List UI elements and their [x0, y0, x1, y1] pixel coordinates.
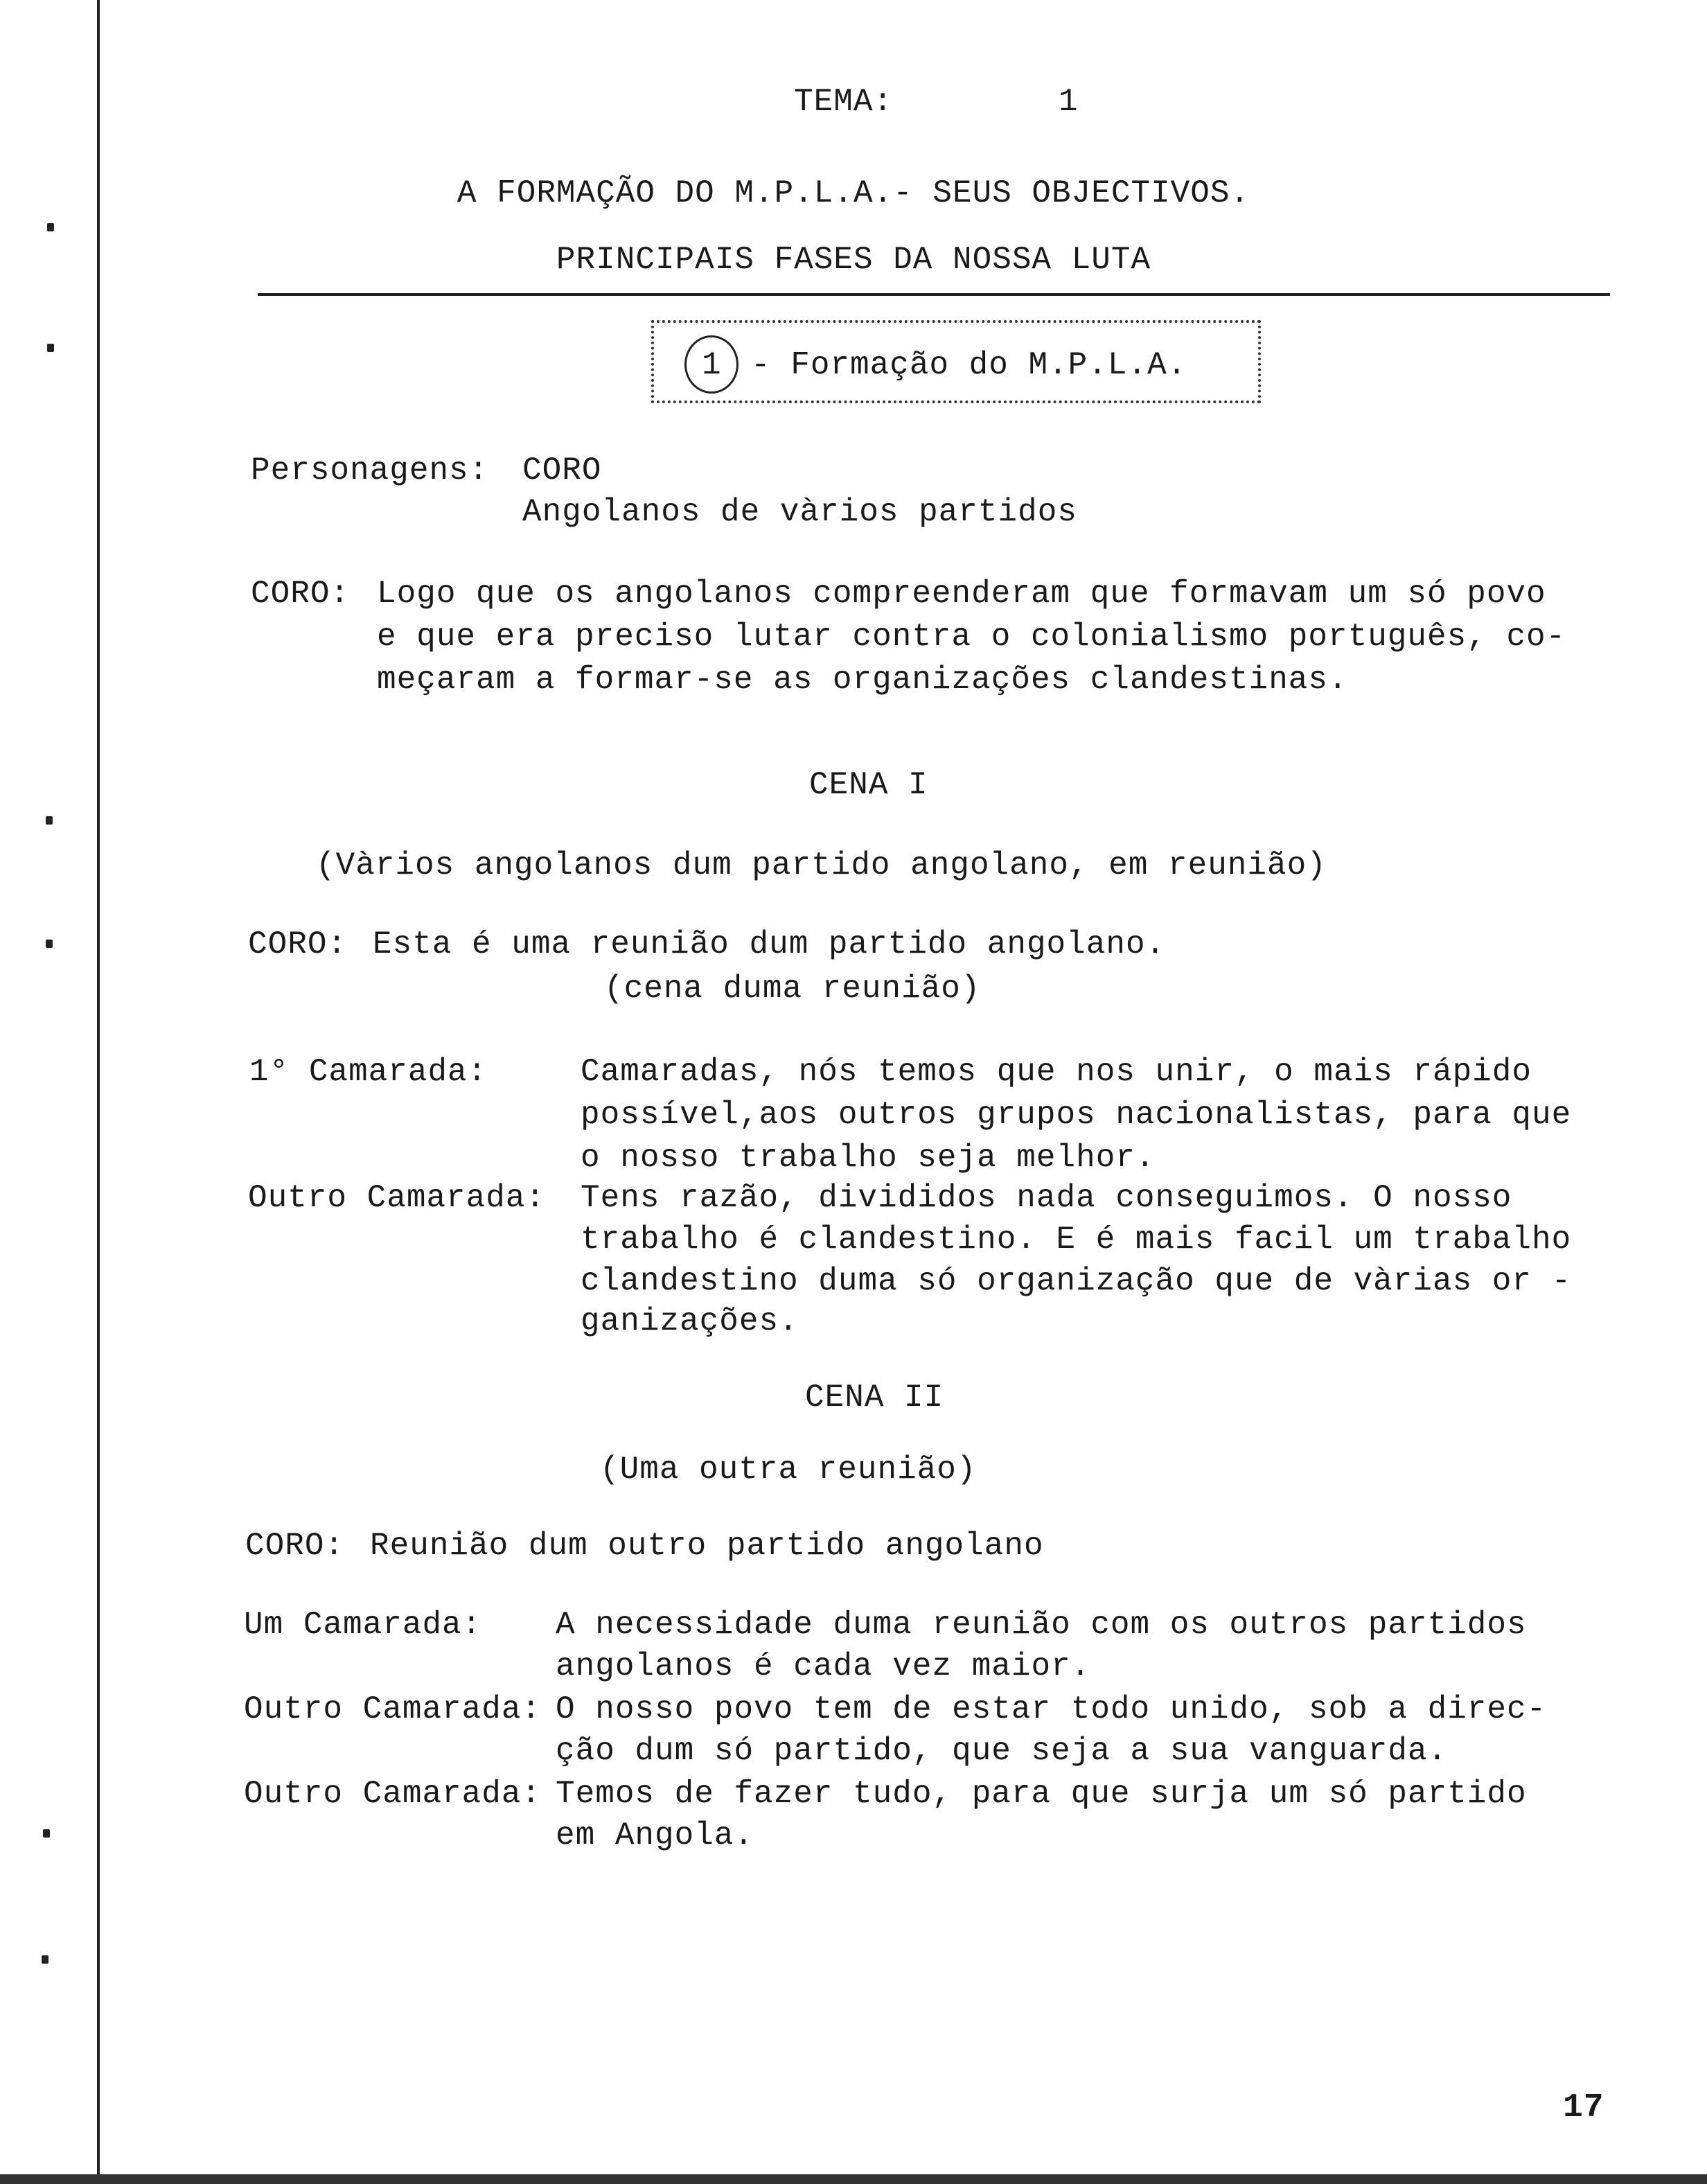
stage-direction: (Uma outra reunião)	[600, 1452, 977, 1488]
tema-label: TEMA:	[794, 84, 894, 120]
speaker-coro: CORO:	[245, 1528, 345, 1564]
speaker: Outro Camarada:	[244, 1776, 542, 1812]
tema-number: 1	[1059, 84, 1079, 120]
personagens-label: Personagens:	[251, 452, 489, 488]
speaker: Outro Camarada:	[244, 1691, 542, 1727]
dialogue-line: trabalho é clandestino. E é mais facil um trabalho	[581, 1222, 1572, 1258]
coro-line: Reunião dum outro partido angolano	[370, 1528, 1044, 1564]
dialogue-line: angolanos é cada vez maior.	[556, 1648, 1091, 1684]
dialogue-line: clandestino duma só organização que de vàrias or -	[581, 1263, 1572, 1299]
personagem-item: CORO	[522, 452, 602, 488]
margin-punch-mark	[47, 223, 54, 231]
dialogue-line: possível,aos outros grupos nacionalistas, para que	[581, 1097, 1572, 1133]
margin-punch-mark	[43, 1829, 50, 1838]
personagem-item: Angolanos de vàrios partidos	[522, 494, 1077, 530]
page-left-rule	[97, 0, 100, 2184]
speaker-coro: CORO:	[248, 926, 348, 962]
document-title: A FORMAÇÃO DO M.P.L.A.- SEUS OBJECTIVOS.	[457, 175, 1250, 211]
scene-heading: CENA II	[805, 1380, 944, 1416]
dialogue-line: o nosso trabalho seja melhor.	[581, 1140, 1156, 1176]
stage-direction: (Vàrios angolanos dum partido angolano, em reunião)	[316, 847, 1327, 883]
dialogue-line: A necessidade duma reunião com os outros partidos	[556, 1607, 1527, 1643]
speaker: Outro Camarada:	[248, 1180, 546, 1216]
header-divider	[258, 293, 1610, 296]
stage-direction: (cena duma reunião)	[604, 971, 981, 1007]
margin-punch-mark	[47, 344, 54, 352]
speaker: Um Camarada:	[244, 1607, 482, 1643]
document-subtitle: PRINCIPAIS FASES DA NOSSA LUTA	[556, 242, 1151, 278]
section-title: - Formação do M.P.L.A.	[751, 347, 1187, 383]
page-number: 17	[1563, 2089, 1604, 2126]
section-number: 1	[702, 347, 722, 383]
page-bottom-band	[0, 2174, 1707, 2184]
speaker-coro: CORO:	[251, 576, 351, 612]
intro-line: Logo que os angolanos compreenderam que formavam um só povo	[377, 576, 1546, 612]
dialogue-line: ção dum só partido, que seja a sua vanguarda.	[556, 1733, 1448, 1769]
coro-line: Esta é uma reunião dum partido angolano.	[373, 926, 1166, 962]
scene-heading: CENA I	[809, 767, 928, 803]
intro-line: e que era preciso lutar contra o colonialismo português, co-	[377, 619, 1566, 655]
margin-punch-mark	[42, 1955, 48, 1964]
dialogue-line: em Angola.	[556, 1817, 754, 1853]
dialogue-line: Temos de fazer tudo, para que surja um só partido	[556, 1776, 1527, 1812]
margin-punch-mark	[46, 940, 53, 948]
margin-punch-mark	[46, 816, 53, 825]
speaker: 1° Camarada:	[249, 1054, 488, 1090]
dialogue-line: Tens razão, divididos nada conseguimos. O nosso	[581, 1180, 1512, 1216]
intro-line: meçaram a formar-se as organizações clandestinas.	[377, 662, 1348, 698]
dialogue-line: O nosso povo tem de estar todo unido, sob a direc-	[556, 1691, 1547, 1727]
dialogue-line: ganizações.	[581, 1303, 799, 1339]
dialogue-line: Camaradas, nós temos que nos unir, o mais rápido	[581, 1054, 1532, 1090]
